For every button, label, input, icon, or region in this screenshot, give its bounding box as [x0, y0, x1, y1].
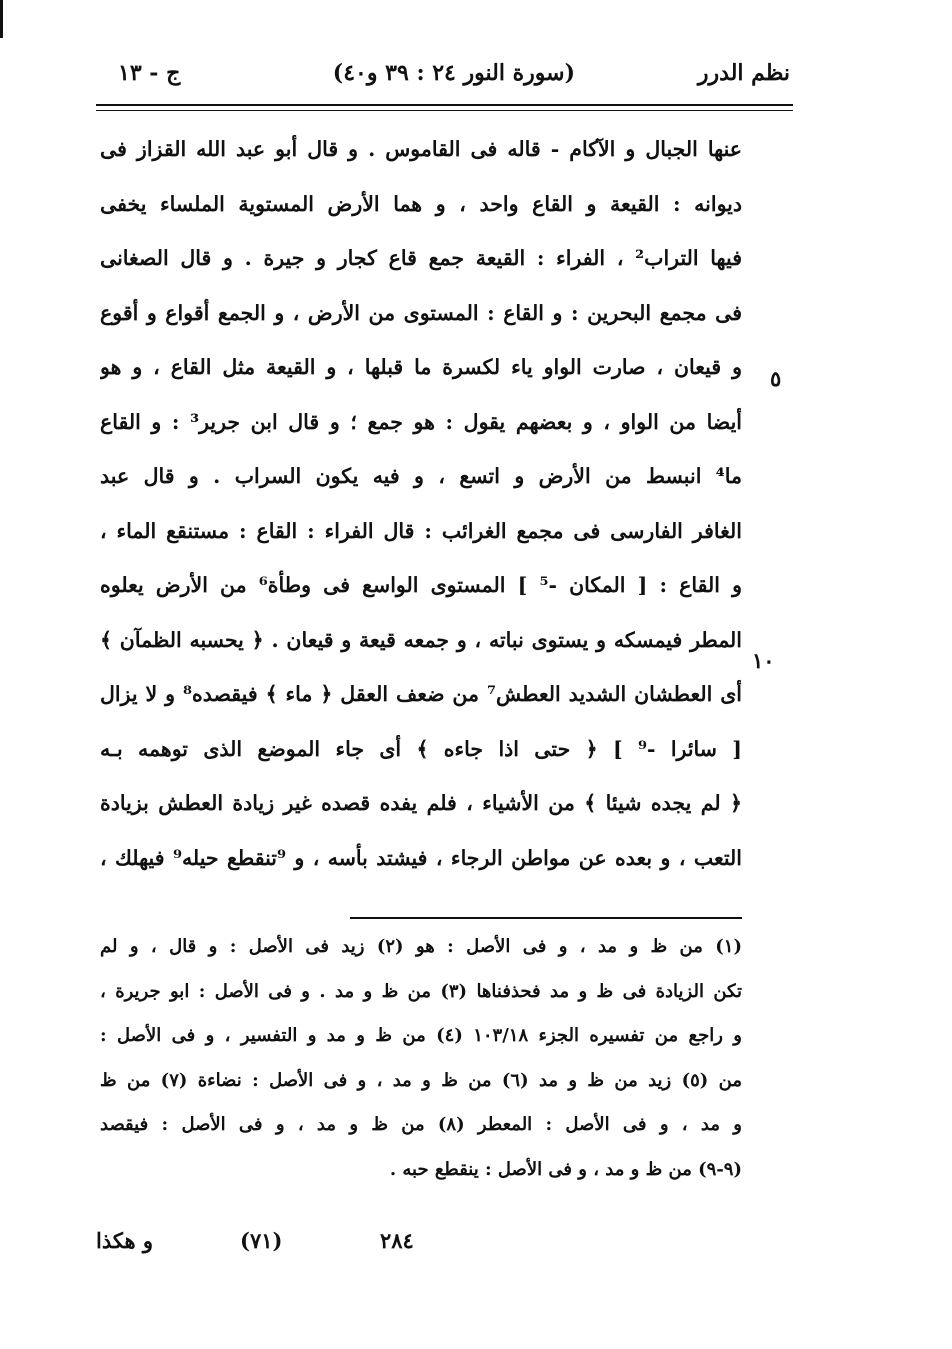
text-line: و قيعان ، صارت الواو ياء لكسرة ما قبلها ، و القيعة مثل القاع ، و هو [100, 355, 742, 379]
text-line: أى العطشان الشديد العطش⁷ من ضعف العقل ﴿ ماء ﴾ فيقصده⁸ و لا يزال [100, 682, 742, 706]
text-line: التعب ، و بعده عن مواطن الرجاء ، فيشتد بأسه ، و ⁹تنقطع حيله⁹ فيهلك ، [100, 845, 742, 870]
text-line: الغافر الفارسى فى مجمع الغرائب : قال الفراء : القاع : مستنقع الماء ، [100, 518, 742, 543]
text-line: عنها الجبال و الآكام - قاله فى القاموس . و قال أبو عبد الله القزاز فى [100, 137, 742, 161]
scan-edge-mark [0, 0, 3, 38]
surah-reference: (سورة النور ٢٤ : ٣٩ و٤٠) [332, 60, 575, 86]
footnote-line: و راجع من تفسيره الجزء ١٠٣/١٨ (٤) من ظ و مد و التفسير ، و فى الأصل : [100, 1025, 742, 1046]
text-line: المطر فيمسكه و يستوى نباته ، و جمعه قيعة و قيعان . ﴿ يحسبه الظمآن ﴾ [100, 627, 742, 652]
book-title: نظم الدرر [697, 60, 790, 86]
header-rule-thin [96, 110, 793, 111]
text-line: أيضا من الواو ، و بعضهم يقول : هو جمع ؛ و قال ابن جرير³ : و القاع [100, 409, 742, 434]
text-line: ﴿ لم يجده شيئا ﴾ من الأشياء ، فلم يفده قصده غير زيادة العطش بزيادة [100, 791, 742, 815]
page-number: ٢٨٤ [380, 1228, 414, 1253]
footnotes [100, 925, 742, 1192]
text-line: فى مجمع البحرين : و القاع : المستوى من الأرض ، و الجمع أقواع و أقوع [100, 300, 742, 325]
section-number: (٧١) [240, 1228, 283, 1253]
footnote-line: من (٥) زيد من ظ و مد (٦) من ظ و مد ، و فى الأصل : نضاءة (٧) من ظ [100, 1069, 742, 1091]
text-line: و القاع : [ المكان -⁵ ] المستوى الواسع فى وطأة⁶ من الأرض يعلوه [100, 573, 742, 597]
footnote-line: (١) من ظ و مد ، و فى الأصل : هو (٢) زيد فى الأصل : و قال ، و لم [100, 936, 742, 957]
text-line: فيها التراب² ، الفراء : القيعة جمع قاع كجار و جيرة . و قال الصغانى [100, 246, 742, 270]
text-line: ديوانه : القيعة و القاع واحد ، و هما الأرض المستوية الملساء يخفى [100, 191, 742, 216]
text-line: [ سائرا -⁹ ] ﴿ حتى اذا جاءه ﴾ أى جاء الموضع الذى توهمه بـه [100, 736, 742, 761]
main-text [100, 122, 742, 885]
text-line: ما⁴ انبسط من الأرض و اتسع ، و فيه يكون السراب . و قال عبد [100, 464, 742, 488]
footnote-line: (٩-٩) من ظ و مد ، و فى الأصل : ينقطع حبه . [389, 1158, 742, 1180]
footnote-line: و مد ، و فى الأصل : المعطر (٨) من ظ و مد ، و فى الأصل : فيقصد [100, 1114, 742, 1135]
footnote-line: تكن الزيادة فى ظ و مد فحذفناها (٣) من ظ و مد . و فى الأصل : ابو جريرة ، [100, 980, 742, 1002]
volume-number: ج - ١٣ [118, 60, 181, 86]
line-number-10: ١٠ [752, 648, 775, 673]
line-number-5: ٥ [770, 366, 782, 391]
header-rule [96, 104, 793, 106]
footnote-rule [350, 917, 742, 919]
running-header [100, 60, 790, 100]
catchword: و هكذا [96, 1228, 153, 1253]
